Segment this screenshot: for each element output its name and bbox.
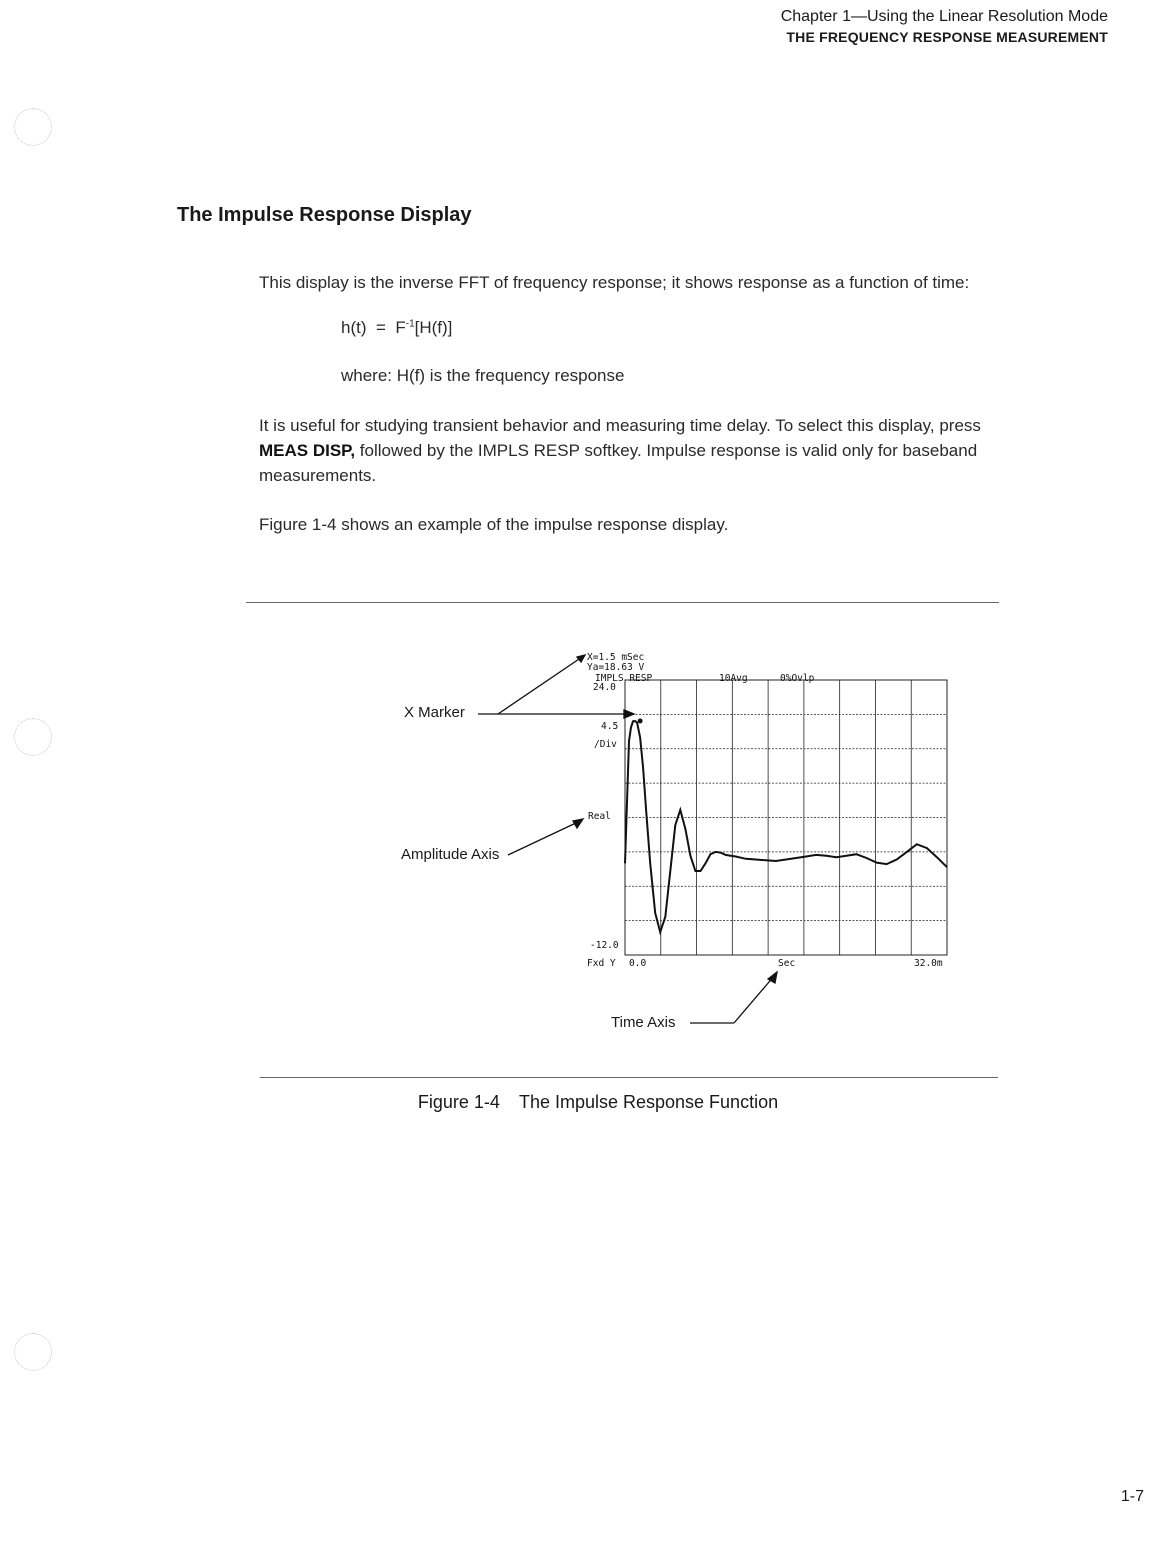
scale-readout: 4.5 [601, 721, 619, 732]
page-number: 1-7 [1120, 1488, 1144, 1505]
equation-superscript: -1 [405, 318, 415, 330]
arrowhead [577, 655, 585, 662]
section-heading: The Impulse Response Display [177, 204, 472, 226]
time-axis-leader [734, 975, 775, 1023]
body-text-before: It is useful for studying transient behavior and measuring time delay. To select this display, press [259, 416, 981, 435]
averages-readout: 10Avg [719, 673, 748, 684]
running-header-chapter: Chapter 1—Using the Linear Resolution Mode [780, 8, 1108, 25]
marker-y-readout: Ya=18.63 V [587, 662, 645, 673]
time-axis-callout: Time Axis [611, 1014, 676, 1031]
figure-caption [0, 1092, 1176, 1113]
equation-operator: F [395, 318, 406, 337]
x-unit-label: Sec [778, 958, 796, 969]
arrowhead [624, 710, 634, 718]
amplitude-axis-callout: Amplitude Axis [401, 846, 500, 863]
scale-unit-readout: /Div [594, 739, 617, 750]
y-bottom-tick-label: -12.0 [590, 940, 619, 951]
where-line: where: H(f) is the frequency response [341, 366, 625, 385]
x-marker-point [638, 719, 643, 724]
body-text-after: followed by the IMPLS RESP softkey. Impulse response is valid only for baseband measurements. [259, 441, 978, 485]
chart-title: IMPLS RESP [595, 673, 653, 684]
x-marker-leader-to-readout [498, 655, 585, 714]
intro-paragraph: This display is the inverse FFT of frequency response; it shows response as a function of time: [259, 273, 970, 292]
plot-grid [625, 680, 947, 955]
arrowhead [573, 819, 583, 828]
amplitude-axis-leader [508, 822, 578, 855]
equation-argument: [H(f)] [414, 318, 453, 337]
y-top-tick-label: 24.0 [593, 682, 616, 693]
overlap-readout: 0%Ovlp [780, 673, 815, 684]
x-marker-callout: X Marker [404, 704, 465, 721]
equation-equals: = [375, 318, 386, 337]
equation-lhs: h(t) [341, 318, 367, 337]
x-end-tick-label: 32.0m [914, 958, 943, 969]
trace-mode-label: Real [588, 811, 611, 822]
marker-x-readout: X=1.5 mSec [587, 652, 645, 663]
fixed-y-label: Fxd Y [587, 958, 616, 969]
impulse-response-trace [625, 721, 947, 932]
key-name-meas-disp: MEAS DISP, [259, 441, 356, 460]
running-header-section: THE FREQUENCY RESPONSE MEASUREMENT [786, 29, 1108, 45]
figure-caption-title: The Impulse Response Function [518, 1092, 779, 1112]
figure-reference: Figure 1-4 shows an example of the impulse response display. [259, 515, 729, 534]
x-start-tick-label: 0.0 [629, 958, 647, 969]
figure-caption-number: Figure 1-4 [417, 1092, 500, 1112]
